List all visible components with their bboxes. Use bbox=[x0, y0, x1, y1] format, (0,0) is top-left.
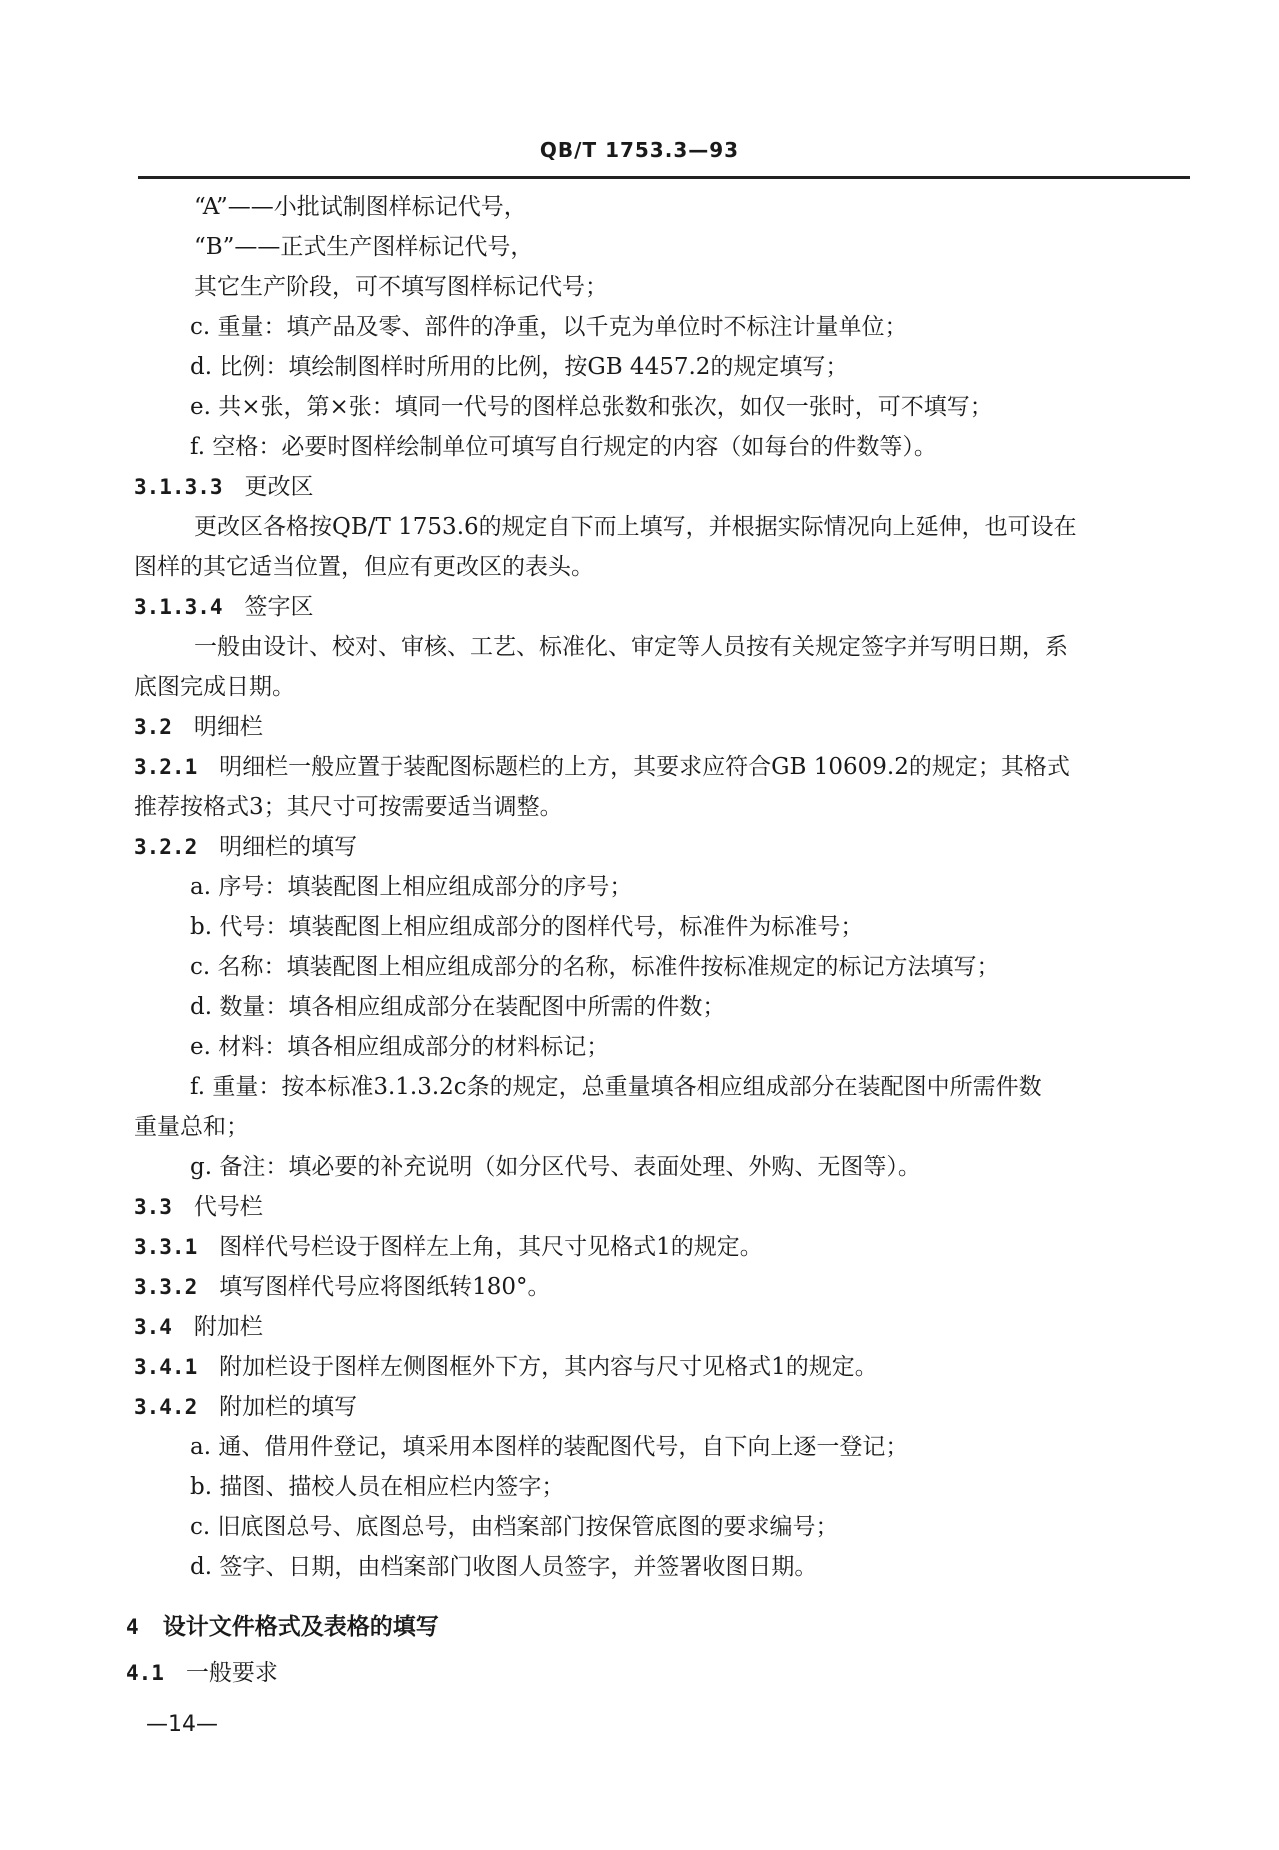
paragraph-line: 底图完成日期。 bbox=[134, 674, 295, 700]
paragraph-line: 图样的其它适当位置，但应有更改区的表头。 bbox=[134, 554, 594, 580]
section-title: 一般要求 bbox=[185, 1660, 278, 1686]
paragraph-line: 重量总和； bbox=[134, 1114, 249, 1140]
list-item: b. 代号：填装配图上相应组成部分的图样代号，标准件为标准号； bbox=[190, 914, 864, 940]
list-item: d. 比例：填绘制图样时所用的比例，按GB 4457.2的规定填写； bbox=[190, 354, 849, 380]
section-number: 3.2.2 bbox=[134, 835, 198, 859]
section-text: 填写图样代号应将图纸转180°。 bbox=[219, 1274, 551, 1300]
section-heading bbox=[134, 712, 263, 742]
section-number: 3.4 bbox=[134, 1315, 172, 1339]
section-number: 3.2 bbox=[134, 715, 172, 739]
section-heading bbox=[134, 472, 313, 502]
list-item: c. 重量：填产品及零、部件的净重，以千克为单位时不标注计量单位； bbox=[190, 314, 908, 340]
list-item: f. 空格：必要时图样绘制单位可填写自行规定的内容（如每台的件数等）。 bbox=[190, 434, 937, 460]
list-item: b. 描图、描校人员在相应栏内签字； bbox=[190, 1474, 565, 1500]
list-item: g. 备注：填必要的补充说明（如分区代号、表面处理、外购、无图等）。 bbox=[190, 1154, 921, 1180]
section-heading bbox=[134, 832, 357, 862]
section-title: 明细栏的填写 bbox=[219, 834, 358, 860]
section-title: 明细栏 bbox=[193, 714, 263, 740]
section-text: 附加栏设于图样左侧图框外下方，其内容与尺寸见格式1的规定。 bbox=[219, 1354, 878, 1380]
section-heading bbox=[134, 1312, 263, 1342]
section-heading bbox=[134, 752, 1070, 782]
section-number: 3.1.3.3 bbox=[134, 475, 223, 499]
section-number: 3.3.1 bbox=[134, 1235, 198, 1259]
section-heading bbox=[134, 1272, 551, 1302]
chapter-title: 设计文件格式及表格的填写 bbox=[162, 1613, 439, 1640]
section-number: 3.1.3.4 bbox=[134, 595, 223, 619]
chapter-heading bbox=[126, 1612, 439, 1642]
section-title: 附加栏 bbox=[193, 1314, 263, 1340]
text-line: 其它生产阶段，可不填写图样标记代号； bbox=[194, 274, 608, 300]
section-heading bbox=[134, 592, 313, 622]
section-number: 3.4.1 bbox=[134, 1355, 198, 1379]
paragraph-line: 推荐按格式3；其尺寸可按需要适当调整。 bbox=[134, 794, 563, 820]
section-number: 3.3.2 bbox=[134, 1275, 198, 1299]
section-heading bbox=[134, 1352, 878, 1382]
list-item: e. 材料：填各相应组成部分的材料标记； bbox=[190, 1034, 610, 1060]
list-item: c. 旧底图总号、底图总号，由档案部门按保管底图的要求编号； bbox=[190, 1514, 839, 1540]
chapter-number: 4 bbox=[126, 1615, 139, 1639]
section-title: 签字区 bbox=[244, 594, 314, 620]
section-heading bbox=[134, 1192, 263, 1222]
text-line: “A”——小批试制图样标记代号， bbox=[194, 194, 527, 220]
section-heading bbox=[134, 1392, 357, 1422]
text-line: “B”——正式生产图样标记代号， bbox=[194, 234, 534, 260]
section-number: 3.3 bbox=[134, 1195, 172, 1219]
section-number: 3.4.2 bbox=[134, 1395, 198, 1419]
section-heading bbox=[126, 1658, 278, 1688]
list-item: c. 名称：填装配图上相应组成部分的名称，标准件按标准规定的标记方法填写； bbox=[190, 954, 1000, 980]
section-heading bbox=[134, 1232, 763, 1262]
list-item: a. 通、借用件登记，填采用本图样的装配图代号，自下向上逐一登记； bbox=[190, 1434, 909, 1460]
paragraph-line: 一般由设计、校对、审核、工艺、标准化、审定等人员按有关规定签字并写明日期，系 bbox=[194, 634, 1068, 660]
page-header: QB/T 1753.3—93 bbox=[539, 138, 740, 162]
section-number: 3.2.1 bbox=[134, 755, 198, 779]
section-title: 代号栏 bbox=[193, 1194, 263, 1220]
section-text: 图样代号栏设于图样左上角，其尺寸见格式1的规定。 bbox=[219, 1234, 763, 1260]
list-item: a. 序号：填装配图上相应组成部分的序号； bbox=[190, 874, 633, 900]
section-title: 附加栏的填写 bbox=[219, 1394, 358, 1420]
section-text: 明细栏一般应置于装配图标题栏的上方，其要求应符合GB 10609.2的规定；其格式 bbox=[219, 754, 1070, 780]
section-title: 更改区 bbox=[244, 474, 314, 500]
list-item: d. 数量：填各相应组成部分在装配图中所需的件数； bbox=[190, 994, 726, 1020]
list-item: f. 重量：按本标准3.1.3.2c条的规定，总重量填各相应组成部分在装配图中所需件数 bbox=[190, 1074, 1042, 1100]
paragraph-line: 更改区各格按QB/T 1753.6的规定自下而上填写，并根据实际情况向上延伸，也可设在 bbox=[194, 514, 1077, 540]
page-number: —14— bbox=[146, 1712, 218, 1737]
list-item: d. 签字、日期，由档案部门收图人员签字，并签署收图日期。 bbox=[190, 1554, 818, 1580]
header-rule bbox=[138, 176, 1190, 179]
list-item: e. 共×张，第×张：填同一代号的图样总张数和张次，如仅一张时，可不填写； bbox=[190, 394, 993, 420]
section-number: 4.1 bbox=[126, 1661, 164, 1685]
